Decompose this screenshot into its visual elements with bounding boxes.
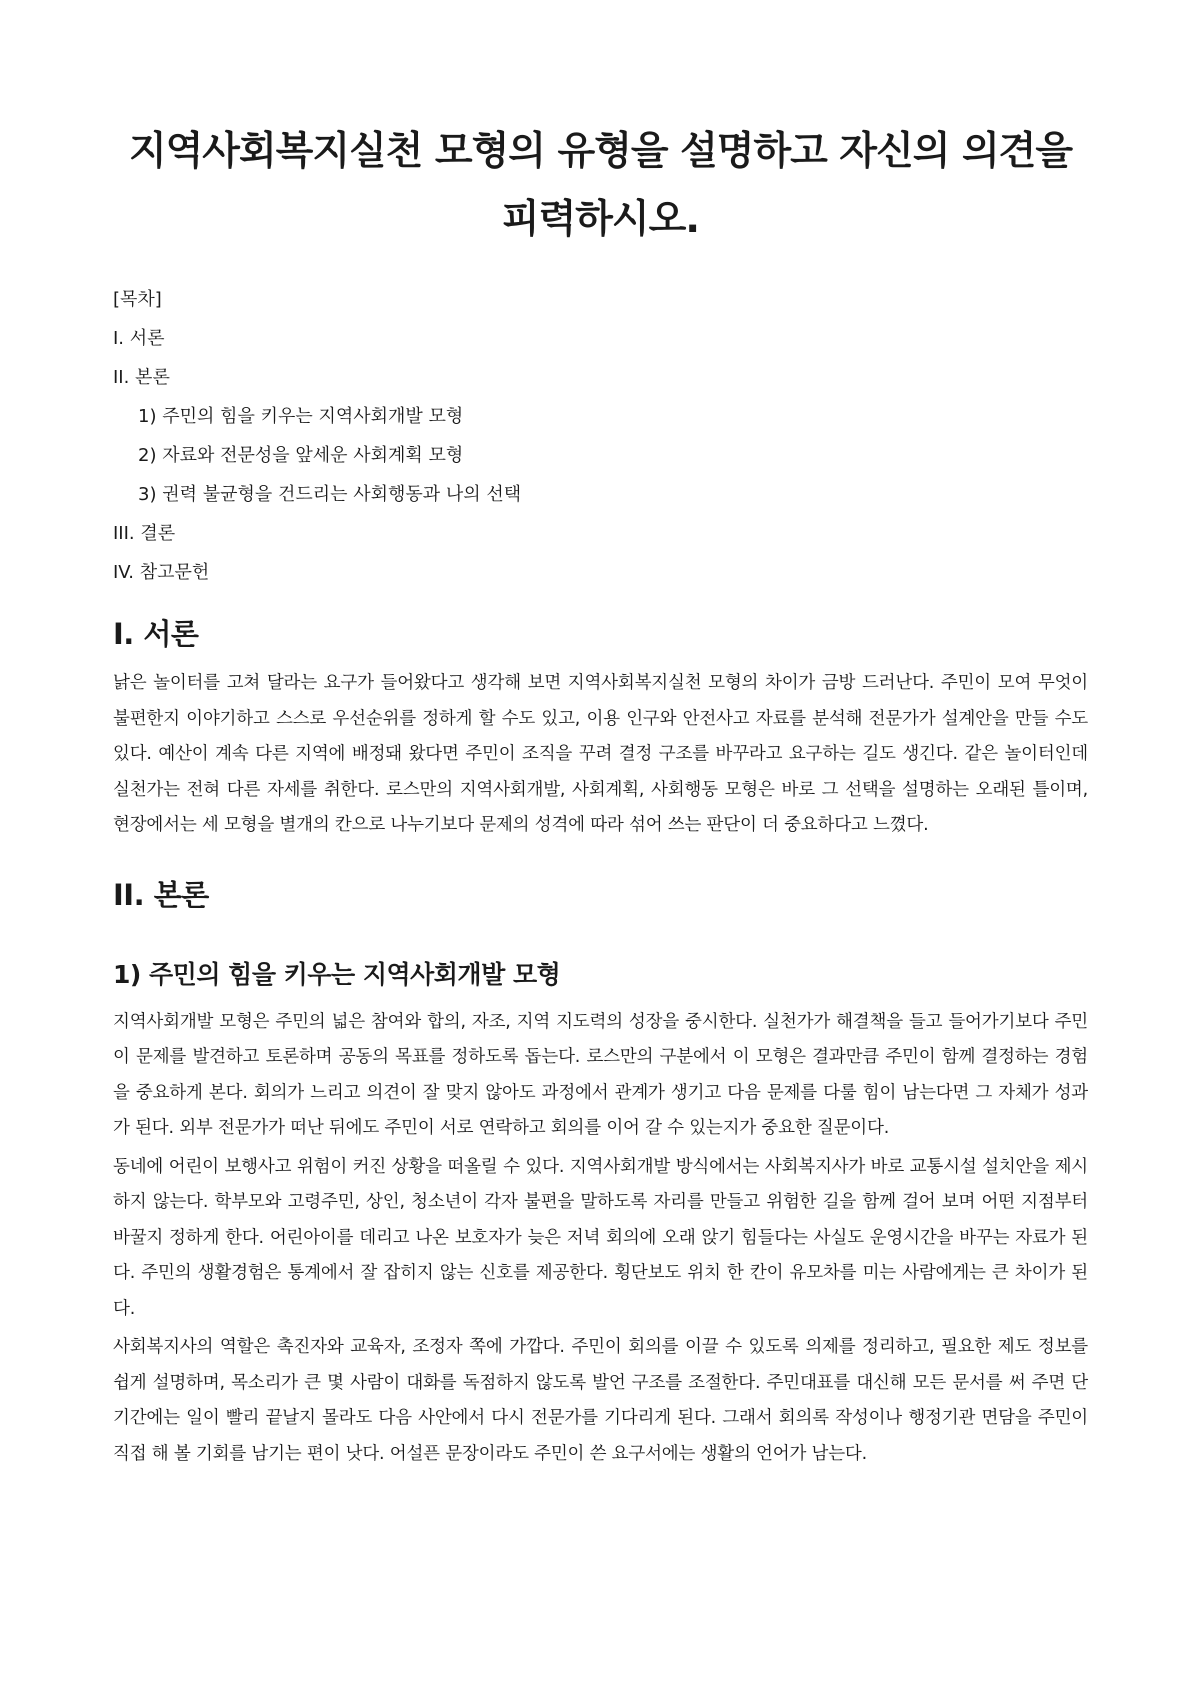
document-title: 지역사회복지실천 모형의 유형을 설명하고 자신의 의견을 피력하시오. xyxy=(128,129,1073,242)
toc-item-introduction: I. 서론 xyxy=(113,328,165,349)
body-paragraph-1: 지역사회개발 모형은 주민의 넓은 참여와 합의, 자조, 지역 지도력의 성장을 중시한다. 실천가가 해결책을 들고 들어가기보다 주민이 문제를 발견하고 토론하며 공동의 목표를 정하도록 돕는다. 로스만의 구분에서 이 모형은 결과만큼 주민이 함께 결정하는 경험을 중요하게 본다. 회의가 느리고 의견이 잘 맞지 않아도 과정에서 관계가 생기고 다음 문제를 다룰 힘이 남는다면 그 자체가 성과가 된다. 외부 전문가가 떠난 뒤에도 주민이 서로 연락하고 회의를 이어 갈 수 있는지가 중요한 질문이다. xyxy=(113,1011,1088,1138)
toc-item-body-1: 1) 주민의 힘을 키우는 지역사회개발 모형 xyxy=(138,406,464,427)
introduction-paragraph: 낡은 놀이터를 고쳐 달라는 요구가 들어왔다고 생각해 보면 지역사회복지실천 모형의 차이가 금방 드러난다. 주민이 모여 무엇이 불편한지 이야기하고 스스로 우선순위를 정하게 할 수도 있고, 이용 인구와 안전사고 자료를 분석해 전문가가 설계안을 만들 수도 있다. 예산이 계속 다른 지역에 배정돼 왔다면 주민이 조직을 꾸려 결정 구조를 바꾸라고 요구하는 길도 생긴다. 같은 놀이터인데 실천가는 전혀 다른 자세를 취한다. 로스만의 지역사회개발, 사회계획, 사회행동 모형은 바로 그 선택을 설명하는 오래된 틀이며, 현장에서는 세 모형을 별개의 칸으로 나누기보다 문제의 성격에 따라 섞어 쓰는 판단이 더 중요하다고 느꼈다. xyxy=(113,673,1088,835)
table-of-contents xyxy=(113,280,1088,592)
toc-item-body: II. 본론 xyxy=(113,367,170,388)
toc-item-body-2: 2) 자료와 전문성을 앞세운 사회계획 모형 xyxy=(138,445,464,466)
section-heading-introduction: I. 서론 xyxy=(113,617,199,651)
subsection-heading-community-development: 1) 주민의 힘을 키우는 지역사회개발 모형 xyxy=(113,959,561,989)
toc-item-references: IV. 참고문헌 xyxy=(113,562,210,583)
toc-item-body-3: 3) 권력 불균형을 건드리는 사회행동과 나의 선택 xyxy=(138,484,522,505)
body-paragraph-3: 사회복지사의 역할은 촉진자와 교육자, 조정자 쪽에 가깝다. 주민이 회의를 이끌 수 있도록 의제를 정리하고, 필요한 제도 정보를 쉽게 설명하며, 목소리가 큰 몇 사람이 대화를 독점하지 않도록 발언 구조를 조절한다. 주민대표를 대신해 모든 문서를 써 주면 단기간에는 일이 빨리 끝날지 몰라도 다음 사안에서 다시 전문가를 기다리게 된다. 그래서 회의록 작성이나 행정기관 면담을 주민이 직접 해 볼 기회를 남기는 편이 낫다. 어설픈 문장이라도 주민이 쓴 요구서에는 생활의 언어가 남는다. xyxy=(113,1337,1088,1464)
body-paragraph-2: 동네에 어린이 보행사고 위험이 커진 상황을 떠올릴 수 있다. 지역사회개발 방식에서는 사회복지사가 바로 교통시설 설치안을 제시하지 않는다. 학부모와 고령주민, 상인, 청소년이 각자 불편을 말하도록 자리를 만들고 위험한 길을 함께 걸어 보며 어떤 지점부터 바꿀지 정하게 한다. 어린아이를 데리고 나온 보호자가 늦은 저녁 회의에 오래 앉기 힘들다는 사실도 운영시간을 바꾸는 자료가 된다. 주민의 생활경험은 통계에서 잘 잡히지 않는 신호를 제공한다. 횡단보도 위치 한 칸이 유모차를 미는 사람에게는 큰 차이가 된다. xyxy=(113,1156,1088,1319)
toc-heading: [목차] xyxy=(113,289,162,310)
toc-item-conclusion: III. 결론 xyxy=(113,523,176,544)
section-heading-body: II. 본론 xyxy=(113,877,209,912)
